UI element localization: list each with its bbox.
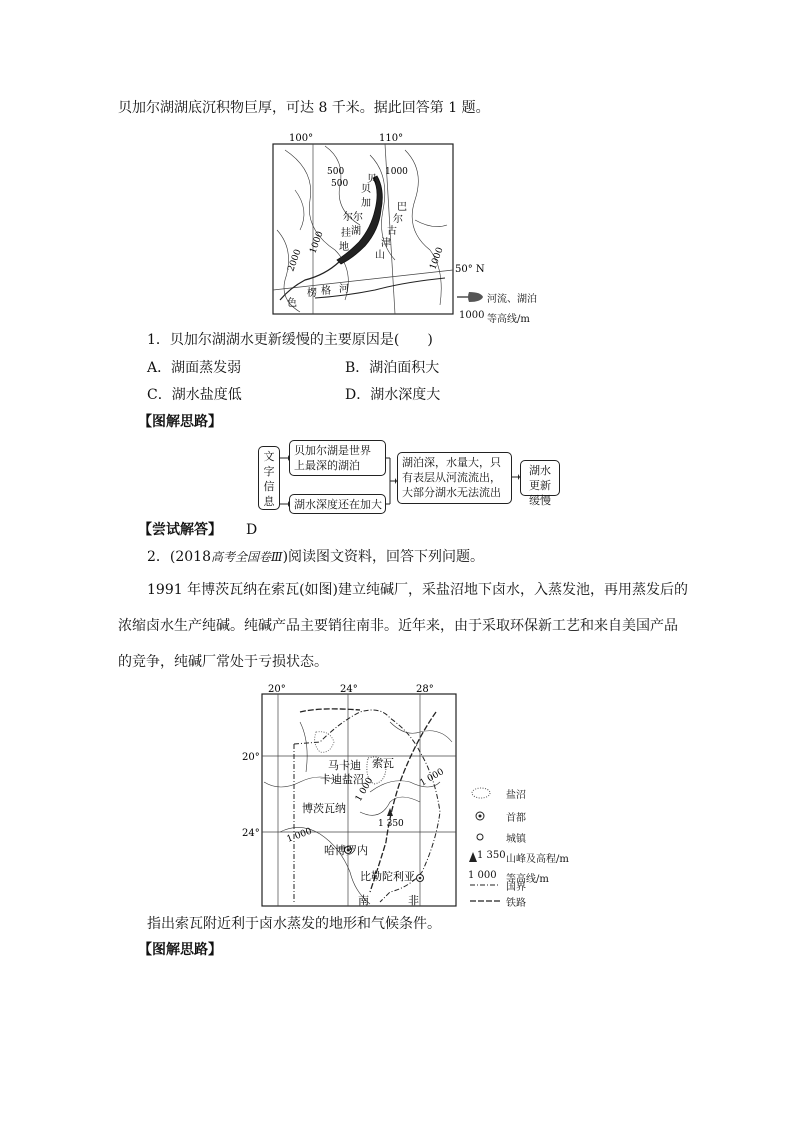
flow-box-4 bbox=[520, 460, 560, 507]
place-makadi-pan: 卡迪盐沼 bbox=[320, 773, 364, 786]
q2-question: 指出索瓦附近利于卤水蒸发的地形和气候条件。 bbox=[147, 916, 441, 932]
map1-char: 挂 bbox=[341, 228, 351, 239]
border-rail-legend-icons bbox=[468, 878, 502, 908]
contour-label: 1 000 bbox=[285, 826, 314, 845]
legend-contour: 等高线/m bbox=[487, 314, 530, 325]
map1-char: 楞 bbox=[307, 288, 317, 299]
contour-label: 1000 bbox=[385, 167, 408, 177]
map2-lon-24: 24° bbox=[340, 684, 358, 695]
place-botswana: 博茨瓦纳 bbox=[302, 802, 346, 815]
map1-char: 古 bbox=[387, 226, 397, 237]
map1-char: 贝 bbox=[361, 184, 371, 195]
legend-town: 城镇 bbox=[506, 834, 526, 845]
flow-box-4-text: 湖水更新缓慢 bbox=[529, 464, 551, 507]
contour-label: 1 000 bbox=[418, 767, 446, 789]
map1-char: 加 bbox=[361, 198, 371, 209]
q2-think-label: 【图解思路】 bbox=[138, 942, 222, 958]
map1-char: 湖 bbox=[351, 226, 361, 237]
town-legend-icon bbox=[473, 830, 487, 844]
botswana-map bbox=[240, 682, 570, 910]
flow-box-2-text: 湖水深度还在加大 bbox=[294, 498, 382, 511]
flow-info-box bbox=[258, 446, 280, 510]
place-gaborone: 哈博罗内 bbox=[324, 844, 368, 857]
legend-salt-pan: 盐沼 bbox=[506, 790, 526, 801]
q2-paragraph-line-1: 1991 年博茨瓦纳在索瓦(如图)建立纯碱厂，采盐沼地下卤水，入蒸发池，再用蒸发后的 bbox=[147, 582, 689, 598]
contour-label: 1 000 bbox=[353, 776, 376, 804]
map2-lat-20: 20° bbox=[242, 752, 260, 763]
legend-contour-num: 1 000 bbox=[468, 870, 497, 881]
map2-lat-24: 24° bbox=[242, 828, 260, 839]
flow-box-3-text: 湖泊深，水量大，只有表层从河流流出，大部分湖水无法流出 bbox=[402, 456, 501, 499]
map1-char: 山 bbox=[375, 250, 385, 261]
q2-stem bbox=[147, 547, 484, 567]
map1-char: 尔 bbox=[353, 212, 363, 223]
legend-rail: 铁路 bbox=[506, 898, 526, 909]
q2-stem-suffix: )阅读图文资料，回答下列问题。 bbox=[282, 549, 485, 565]
river-lake-legend-icon bbox=[455, 290, 485, 304]
place-africa: 非 bbox=[408, 894, 419, 907]
map1-char: 河 bbox=[339, 284, 349, 295]
q1-answer: D bbox=[246, 522, 258, 538]
contour-label: 500 bbox=[331, 179, 349, 189]
map2-lon-28: 28° bbox=[416, 684, 434, 695]
q1-option-b: B．湖泊面积大 bbox=[345, 360, 440, 376]
map1-char: 贝 bbox=[367, 174, 377, 185]
map1-char: 色 bbox=[287, 298, 297, 309]
q1-answer-label: 【尝试解答】 bbox=[138, 522, 222, 538]
peak-elevation: 1 350 bbox=[378, 819, 404, 829]
map1-char: 津 bbox=[381, 238, 391, 249]
q1-stem: 1．贝加尔湖湖水更新缓慢的主要原因是( ) bbox=[147, 332, 433, 348]
legend-peak-value: 1 350 bbox=[477, 850, 506, 861]
contour-label: 1000 bbox=[308, 230, 326, 256]
place-pretoria: 比勒陀利亚 bbox=[360, 870, 415, 883]
flow-info-text: 文字信息 bbox=[263, 450, 275, 508]
flow-box-3 bbox=[397, 452, 512, 504]
legend-peak: 山峰及高程/m bbox=[506, 854, 569, 865]
q2-paragraph-line-3: 的竞争，纯碱厂常处于亏损状态。 bbox=[118, 654, 328, 670]
contour-label: 500 bbox=[327, 167, 345, 177]
q2-stem-prefix: 2．(2018 bbox=[147, 549, 211, 565]
flow-box-1-text: 贝加尔湖是世界上最深的湖泊 bbox=[294, 444, 371, 472]
legend-contour-num: 1000 bbox=[459, 310, 485, 321]
q1-option-d: D．湖水深度大 bbox=[345, 387, 441, 403]
legend-capital: 首都 bbox=[506, 813, 526, 824]
legend-border: 国界 bbox=[506, 882, 526, 893]
q1-think-label: 【图解思路】 bbox=[138, 414, 222, 430]
map1-char: 尔 bbox=[343, 212, 353, 223]
map1-lon-110: 110° bbox=[379, 133, 404, 144]
q2-paragraph-line-2: 浓缩卤水生产纯碱。纯碱产品主要销往南非。近年来，由于采取环保新工艺和来自美国产品 bbox=[118, 618, 678, 634]
flow-arrows bbox=[280, 440, 405, 520]
q2-source: 高考全国卷Ⅲ bbox=[211, 550, 283, 564]
baikal-map bbox=[255, 130, 537, 325]
legend-contour: 等高线/m bbox=[506, 874, 549, 885]
capital-legend-icon bbox=[473, 809, 487, 823]
map1-char: 尔 bbox=[393, 214, 403, 225]
flow-arrow-final bbox=[512, 470, 522, 484]
salt-pan-legend-icon bbox=[470, 786, 492, 800]
contour-label: 2000 bbox=[286, 248, 304, 274]
place-sua: 索瓦 bbox=[372, 757, 394, 770]
map1-char: 格 bbox=[321, 286, 331, 297]
intro-text: 贝加尔湖湖底沉积物巨厚，可达 8 千米。据此回答第 1 题。 bbox=[118, 100, 490, 116]
q1-option-a: A．湖面蒸发弱 bbox=[147, 360, 242, 376]
map1-lat-50: 50° N bbox=[455, 264, 485, 275]
map2-lon-20: 20° bbox=[268, 684, 286, 695]
place-makadi: 马卡迪 bbox=[328, 759, 361, 772]
map1-char: 巴 bbox=[397, 202, 407, 213]
place-south: 南 bbox=[358, 894, 369, 907]
map1-lon-100: 100° bbox=[289, 133, 314, 144]
contour-label: 1000 bbox=[428, 246, 446, 272]
map1-char: 地 bbox=[339, 242, 349, 253]
legend-river-lake: 河流、湖泊 bbox=[487, 294, 537, 305]
q1-option-c: C．湖水盐度低 bbox=[147, 387, 242, 403]
